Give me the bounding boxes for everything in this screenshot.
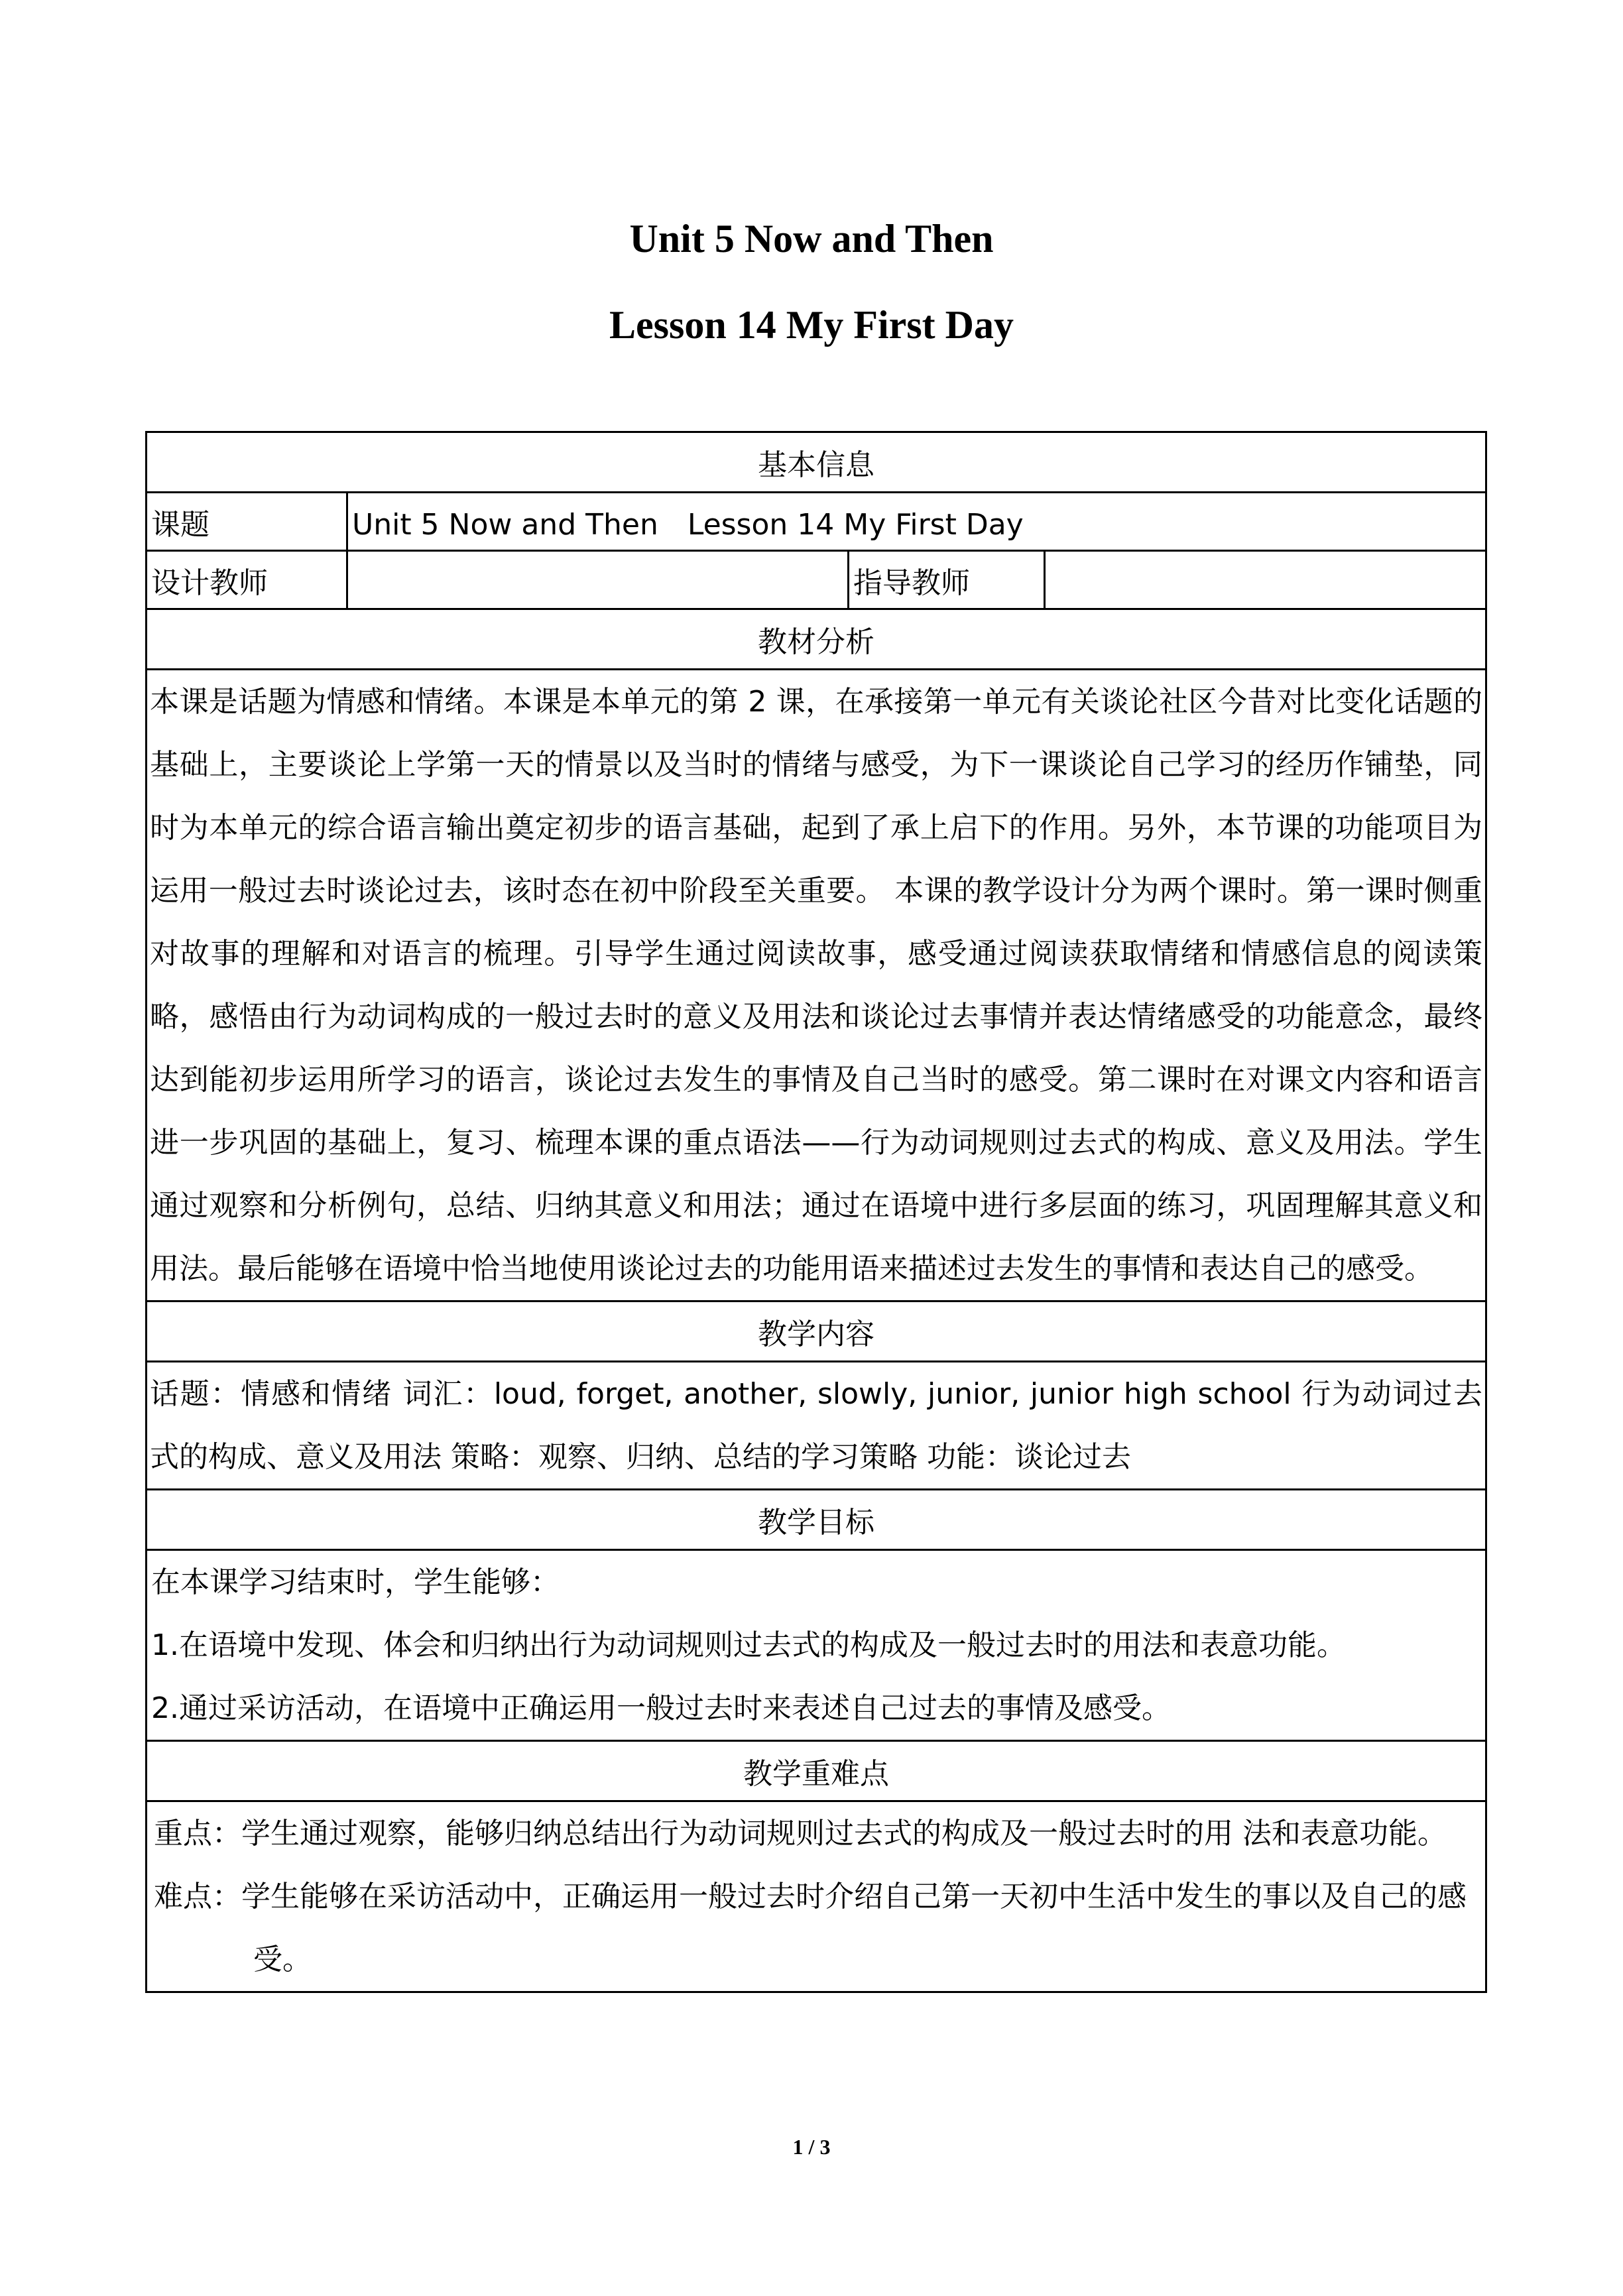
advisor-label: 指导教师 (849, 551, 1045, 609)
content-text: 话题：情感和情绪 词汇：loud, forget, another, slowly, junior, junior high school 行为动词过去式的构成、意义及用法 策略：观察、归纳、总结的学习策略 功能：谈论过去 (147, 1362, 1486, 1490)
objectives-cell (147, 1550, 1486, 1741)
topic-value: Unit 5 Now and Then Lesson 14 My First Day (347, 493, 1486, 551)
key-point: 重点：学生通过观察，能够归纳总结出行为动词规则过去式的构成及一般过去时的用 法和表意功能。 (154, 1817, 1447, 1850)
objectives-intro: 在本课学习结束时，学生能够： (151, 1565, 560, 1599)
basic-info-header: 基本信息 (147, 432, 1486, 493)
difficult-point: 难点：学生能够在采访活动中，正确运用一般过去时介绍自己第一天初中生活中发生的事以及自己的感受。 (154, 1880, 1467, 1976)
keypoints-cell (147, 1801, 1486, 1992)
objectives-header: 教学目标 (147, 1490, 1486, 1550)
designer-label: 设计教师 (147, 551, 347, 609)
objective-item-2: 2.通过采访活动，在语境中正确运用一般过去时来表述自己过去的事情及感受。 (151, 1691, 1171, 1725)
document-title: Unit 5 Now and Then (629, 217, 994, 261)
analysis-header: 教材分析 (147, 609, 1486, 670)
topic-label: 课题 (147, 493, 347, 551)
analysis-text: 本课是话题为情感和情绪。本课是本单元的第 2 课，在承接第一单元有关谈论社区今昔对比变化话题的基础上，主要谈论上学第一天的情景以及当时的情绪与感受，为下一课谈论自己学习的经历作铺垫，同时为本单元的综合语言输出奠定初步的语言基础，起到了承上启下的作用。另外，本节课的功能项目为运用一般过去时谈论过去，该时态在初中阶段至关重要。 本课的教学设计分为两个课时。第一课时侧重对故事的理解和对语言的梳理。引导学生通过阅读故事，感受通过阅读获取情绪和情感信息的阅读策略，感悟由行为动词构成的一般过去时的意义及用法和谈论过去事情并表达情绪感受的功能意念，最终达到能初步运用所学习的语言，谈论过去发生的事情及自己当时的感受。第二课时在对课文内容和语言进一步巩固的基础上，复习、梳理本课的重点语法——行为动词规则过去式的构成、意义及用法。学生通过观察和分析例句，总结、归纳其意义和用法；通过在语境中进行多层面的练习，巩固理解其意义和用法。最后能够在语境中恰当地使用谈论过去的功能用语来描述过去发生的事情和表达自己的感受。 (147, 670, 1486, 1301)
page-number: 1 / 3 (792, 2135, 831, 2159)
designer-value (347, 551, 849, 609)
advisor-value (1045, 551, 1486, 609)
content-header: 教学内容 (147, 1301, 1486, 1362)
lesson-plan-table (145, 431, 1487, 1993)
document-subtitle: Lesson 14 My First Day (609, 303, 1014, 347)
objective-item-1: 1.在语境中发现、体会和归纳出行为动词规则过去式的构成及一般过去时的用法和表意功能。 (151, 1628, 1346, 1662)
keypoints-header: 教学重难点 (147, 1741, 1486, 1801)
